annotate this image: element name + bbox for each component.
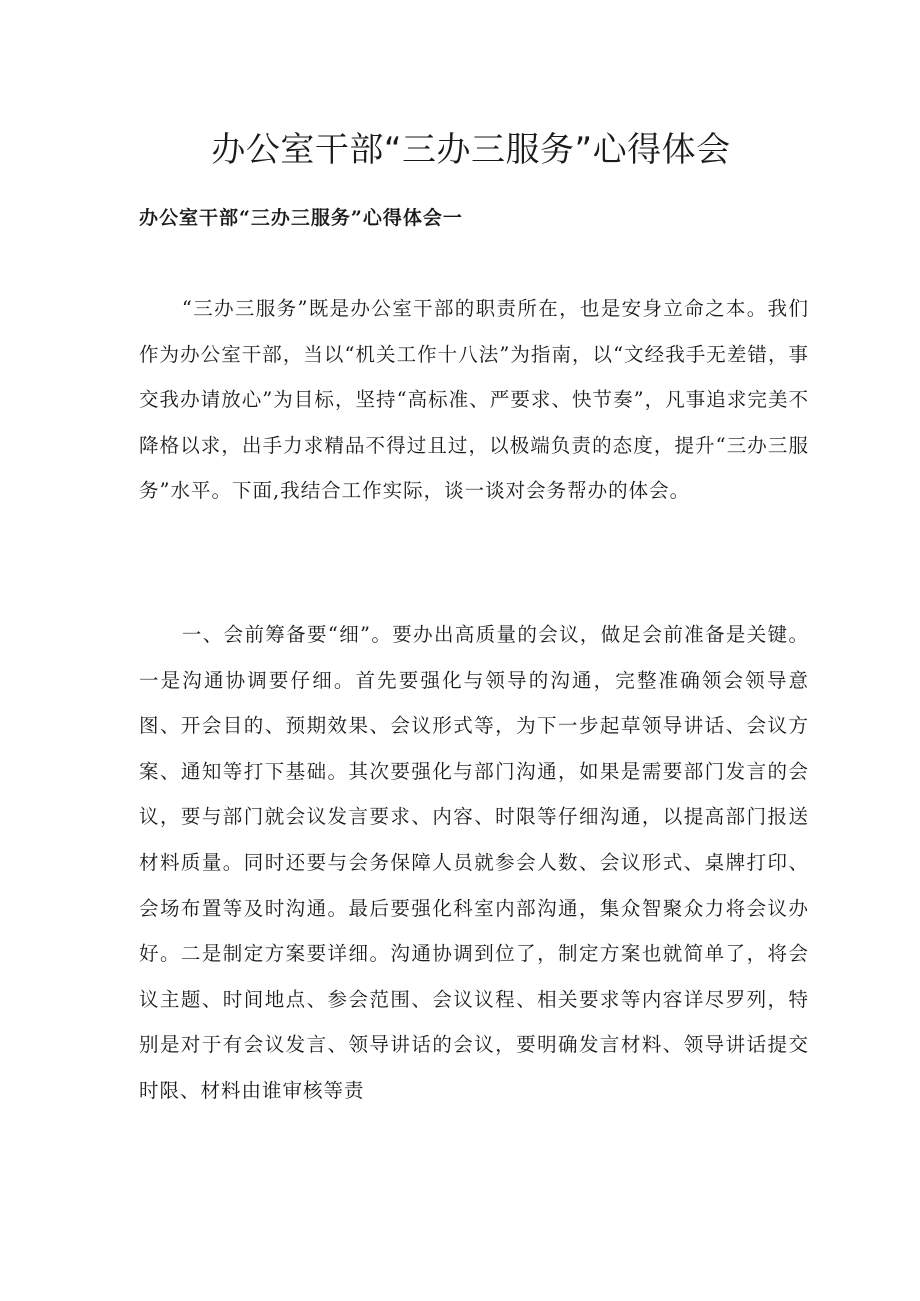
section-heading: 办公室干部“三办三服务”心得体会一	[139, 207, 463, 229]
body-paragraph-intro: “三办三服务”既是办公室干部的职责所在，也是安身立命之本。我们作为办公室干部，当以“机关工作十八法”为指南，以“文经我手无差错，事交我办请放心”为目标，坚持“高标准、严要求、快节奏”，凡事追求完美不降格以求，出手力求精品不得过且过，以极端负责的态度，提升“三办三服务”水平。下面,我结合工作实际，谈一谈对会务帮办的体会。	[139, 297, 809, 503]
body-paragraph-meeting-preparation: 一、会前筹备要“细”。要办出高质量的会议，做足会前准备是关键。一是沟通协调要仔细。首先要强化与领导的沟通，完整准确领会领导意图、开会目的、预期效果、会议形式等，为下一步起草领导讲话、会议方案、通知等打下基础。其次要强化与部门沟通，如果是需要部门发言的会议，要与部门就会议发言要求、内容、时限等仔细沟通，以提高部门报送材料质量。同时还要与会务保障人员就参会人数、会议形式、桌牌打印、会场布置等及时沟通。最后要强化科室内部沟通，集众智聚众力将会议办好。二是制定方案要详细。沟通协调到位了，制定方案也就简单了，将会议主题、时间地点、参会范围、会议议程、相关要求等内容详尽罗列，特别是对于有会议发言、领导讲话的会议，要明确发言材料、领导讲话提交时限、材料由谁审核等责	[139, 623, 809, 1102]
document-title: 办公室干部“三办三服务”心得体会	[211, 130, 731, 170]
